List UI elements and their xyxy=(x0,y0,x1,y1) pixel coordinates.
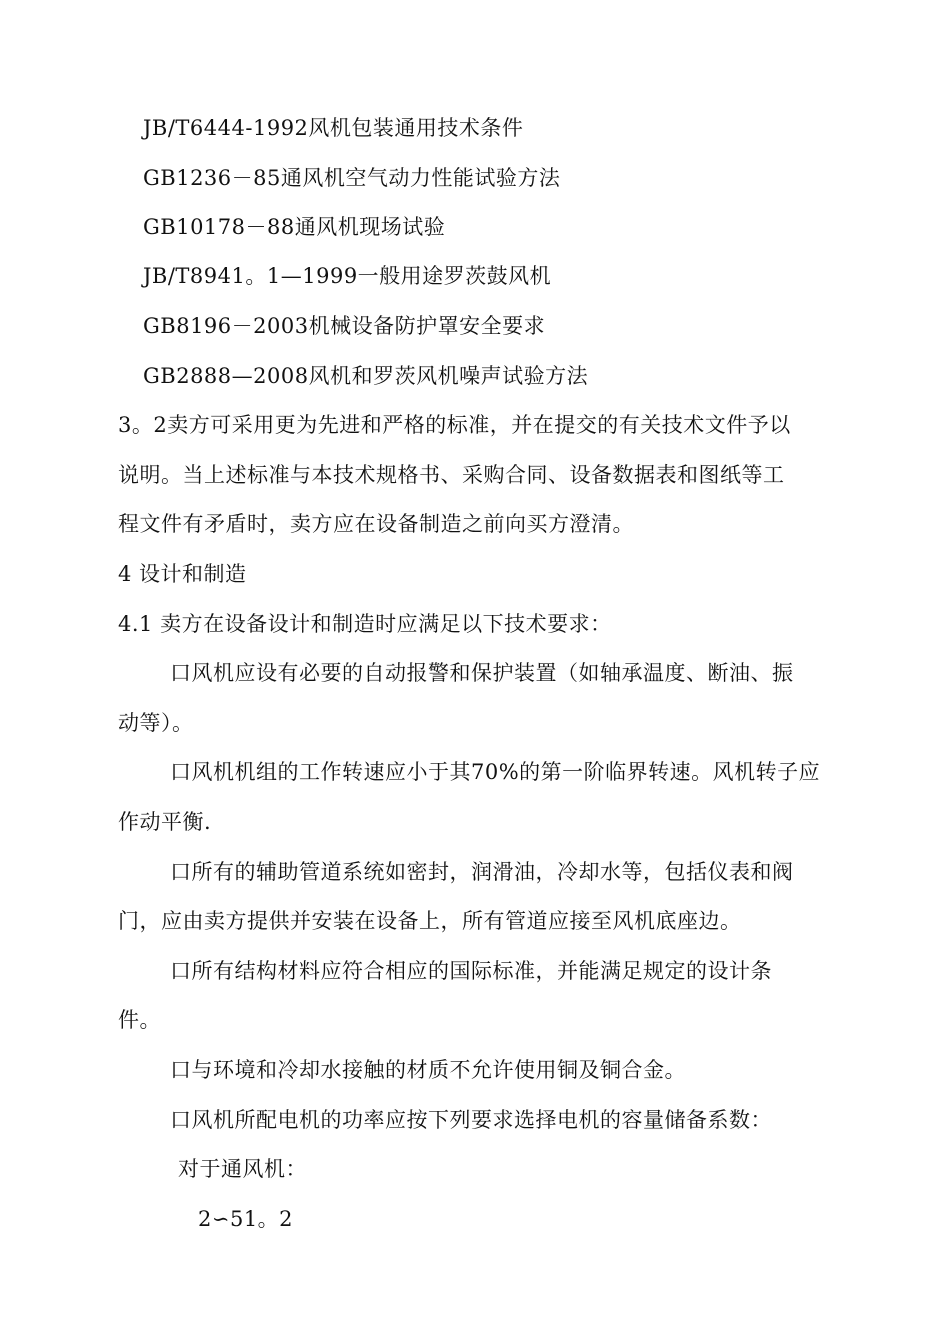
requirement-line: 门，应由卖方提供并安装在设备上，所有管道应接至风机底座边。 xyxy=(118,909,742,933)
paragraph-line: 程文件有矛盾时，卖方应在设备制造之前向买方澄清。 xyxy=(118,512,634,536)
paragraph-line: 说明。当上述标准与本技术规格书、采购合同、设备数据表和图纸等工 xyxy=(118,463,785,487)
requirement-line: 口与环境和冷却水接触的材质不允许使用铜及铜合金。 xyxy=(170,1058,686,1082)
standard-line: GB1236－85通风机空气动力性能试验方法 xyxy=(143,166,561,190)
section-heading: 4 设计和制造 xyxy=(118,562,247,586)
requirement-line: 口所有结构材料应符合相应的国际标准，并能满足规定的设计条 xyxy=(170,959,772,983)
requirement-line: 动等）。 xyxy=(118,711,194,735)
requirement-line: 件。 xyxy=(118,1008,161,1032)
requirement-line: 口所有的辅助管道系统如密封，润滑油，冷却水等，包括仪表和阀 xyxy=(170,860,794,884)
coefficient-value: 2∽51。2 xyxy=(198,1207,294,1231)
section-heading: 4.1 卖方在设备设计和制造时应满足以下技术要求： xyxy=(118,612,612,636)
ventilator-label: 对于通风机： xyxy=(178,1157,307,1181)
standard-line: JB/T6444-1992风机包装通用技术条件 xyxy=(143,116,524,140)
standard-line: GB8196－2003机械设备防护罩安全要求 xyxy=(143,314,546,338)
requirement-line: 口风机机组的工作转速应小于其70%的第一阶临界转速。风机转子应 xyxy=(170,760,821,784)
standard-line: JB/T8941。1—1999一般用途罗茨鼓风机 xyxy=(143,264,552,288)
standard-line: GB10178－88通风机现场试验 xyxy=(143,215,446,239)
paragraph-line: 3。2卖方可采用更为先进和严格的标准，并在提交的有关技术文件予以 xyxy=(118,413,791,437)
requirement-line: 作动平衡. xyxy=(118,810,212,834)
standard-line: GB2888—2008风机和罗茨风机噪声试验方法 xyxy=(143,364,589,388)
requirement-line: 口风机应设有必要的自动报警和保护装置（如轴承温度、断油、振 xyxy=(170,661,794,685)
requirement-line: 口风机所配电机的功率应按下列要求选择电机的容量储备系数： xyxy=(170,1108,772,1132)
